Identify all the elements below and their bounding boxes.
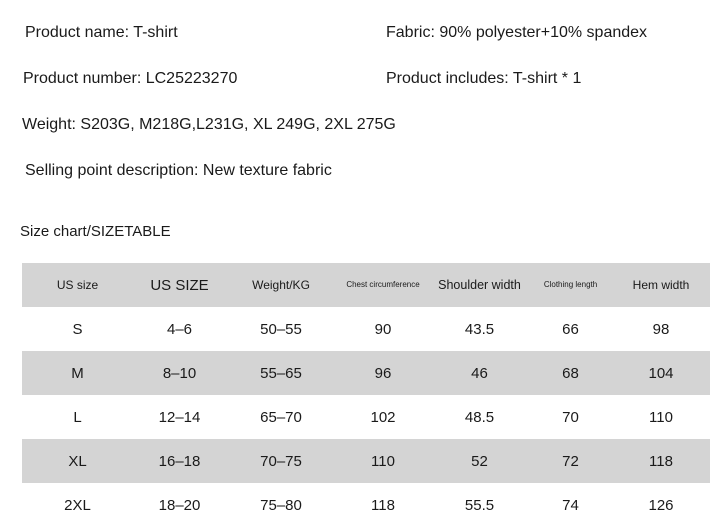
cell-length: 70 [562,408,579,426]
cell-us-size: L [73,408,82,426]
cell-shoulder: 43.5 [464,320,495,338]
product-number: Product number: LC25223270 [23,70,238,87]
cell-chest: 102 [370,408,396,426]
product-includes: Product includes: T-shirt * 1 [386,70,582,87]
header-hem: Hem width [632,278,690,292]
cell-weight: 55–65 [260,364,302,382]
cell-shoulder: 52 [471,452,488,470]
cell-us-size-range: 4–6 [166,320,193,338]
cell-us-size-range: 18–20 [158,496,201,514]
cell-hem: 126 [648,496,674,514]
cell-hem: 110 [649,408,673,426]
header-weight: Weight/KG [252,278,310,292]
cell-chest: 90 [374,320,392,338]
cell-shoulder: 48.5 [464,408,495,426]
selling-point: Selling point description: New texture fabric [25,162,332,179]
cell-us-size: XL [68,452,87,470]
size-table-header [22,263,710,307]
table-row [22,307,710,351]
cell-hem: 118 [649,452,673,470]
product-fabric: Fabric: 90% polyester+10% spandex [386,24,648,41]
header-shoulder: Shoulder width [438,278,521,292]
cell-shoulder: 55.5 [464,496,495,514]
cell-weight: 65–70 [260,408,302,426]
header-us-size: US size [56,278,99,292]
header-length: Clothing length [543,280,598,289]
cell-us-size-range: 12–14 [158,408,201,426]
table-row [22,439,710,483]
cell-shoulder: 46 [471,364,488,382]
cell-weight: 50–55 [260,320,302,338]
product-name: Product name: T-shirt [25,24,178,41]
cell-chest: 96 [374,364,392,382]
cell-weight: 70–75 [260,452,302,470]
size-chart-title: Size chart/SIZETABLE [20,223,171,240]
cell-us-size: 2XL [64,496,91,514]
cell-us-size: M [71,364,84,382]
table-row [22,483,710,527]
cell-us-size-range: 8–10 [162,364,197,382]
table-row [22,351,710,395]
cell-chest: 118 [371,496,395,514]
cell-chest: 110 [371,452,395,470]
cell-length: 66 [562,320,579,338]
table-row [22,395,710,439]
size-table [22,263,710,527]
cell-length: 68 [562,364,579,382]
cell-length: 74 [562,496,579,514]
product-weight: Weight: S203G, M218G,L231G, XL 249G, 2XL 275G [22,116,396,133]
cell-hem: 104 [648,364,674,382]
cell-length: 72 [562,452,579,470]
cell-us-size: S [72,320,83,338]
cell-hem: 98 [652,320,670,338]
cell-us-size-range: 16–18 [158,452,201,470]
cell-weight: 75–80 [260,496,302,514]
header-chest: Chest circumference [346,280,420,289]
header-us-size-upper: US SIZE [150,276,209,294]
